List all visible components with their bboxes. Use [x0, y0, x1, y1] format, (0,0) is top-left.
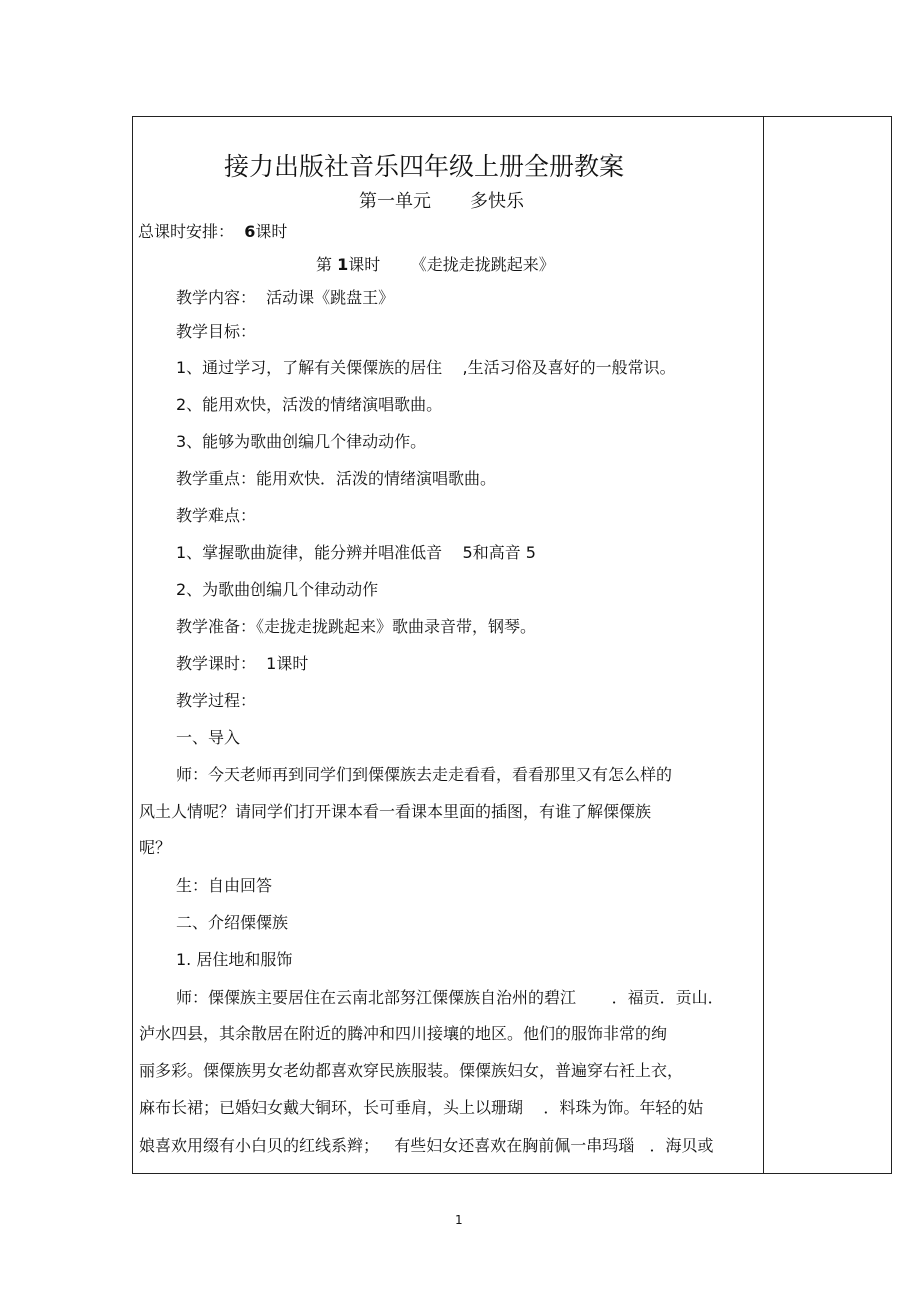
body-line: 1. 居住地和服饰 — [176, 950, 293, 969]
body-line: 师：今天老师再到同学们到傈僳族去走走看看，看看那里又有怎么样的 — [176, 765, 673, 784]
body-line: 呢？ — [139, 838, 172, 857]
unit-label: 第一单元 — [359, 191, 431, 212]
body-line: 1、掌握歌曲旋律，能分辨并唱准低音 5和高音 5 — [176, 543, 536, 562]
body-line: 二、介绍傈僳族 — [176, 913, 289, 932]
body-line: 3、能够为歌曲创编几个律动动作。 — [176, 432, 427, 451]
body-line: 教学内容： 活动课《跳盘王》 — [176, 288, 395, 307]
total-hours — [138, 222, 287, 242]
body-line: 娘喜欢用缀有小白贝的红线系辫； 有些妇女还喜欢在胸前佩一串玛瑙 ．海贝或 — [139, 1136, 714, 1155]
lesson-number: 1 — [337, 255, 349, 274]
body-line: 风土人情呢？请同学们打开课本看一看课本里面的插图，有谁了解傈僳族 — [139, 802, 652, 821]
body-line: 麻布长裙；已婚妇女戴大铜环，长可垂肩，头上以珊瑚 ．料珠为饰。年轻的姑 — [139, 1098, 704, 1117]
body-line: 2、为歌曲创编几个律动动作 — [176, 580, 379, 599]
body-line: 1、通过学习，了解有关傈僳族的居住 ,生活习俗及喜好的一般常识。 — [176, 358, 676, 377]
body-line: 教学目标： — [176, 322, 257, 341]
body-line: 2、能用欢快，活泼的情绪演唱歌曲。 — [176, 395, 443, 414]
page-number: 1 — [455, 1213, 463, 1227]
body-line: 生：自由回答 — [176, 876, 273, 895]
total-label: 总课时安排： — [138, 222, 235, 241]
lesson-heading — [316, 255, 555, 275]
body-line: 教学课时： 1课时 — [176, 654, 309, 673]
body-line: 教学过程： — [176, 691, 257, 710]
body-line: 教学难点： — [176, 506, 257, 525]
body-line: 一、导入 — [176, 728, 241, 747]
total-unit: 课时 — [255, 222, 288, 241]
lesson-title: 《走拢走拢跳起来》 — [410, 255, 555, 274]
body-line: 教学重点：能用欢快．活泼的情绪演唱歌曲。 — [176, 469, 497, 488]
lesson-suffix: 课时 — [348, 255, 381, 274]
body-line: 教学准备：《走拢走拢跳起来》歌曲录音带，钢琴。 — [176, 617, 537, 636]
unit-name: 多快乐 — [470, 191, 524, 212]
body-line: 师：傈僳族主要居住在云南北部努江傈僳族自治州的碧江 ．福贡．贡山． — [176, 988, 724, 1007]
total-value: 6 — [244, 222, 256, 241]
lesson-prefix: 第 — [316, 255, 333, 274]
column-divider — [763, 116, 764, 1174]
page-title: 接力出版社音乐四年级上册全册教案 — [224, 152, 625, 181]
body-line: 丽多彩。傈僳族男女老幼都喜欢穿民族服装。傈僳族妇女，普遍穿右衽上衣， — [139, 1061, 684, 1080]
body-line: 泸水四县，其余散居在附近的腾冲和四川接壤的地区。他们的服饰非常的绚 — [139, 1024, 668, 1043]
